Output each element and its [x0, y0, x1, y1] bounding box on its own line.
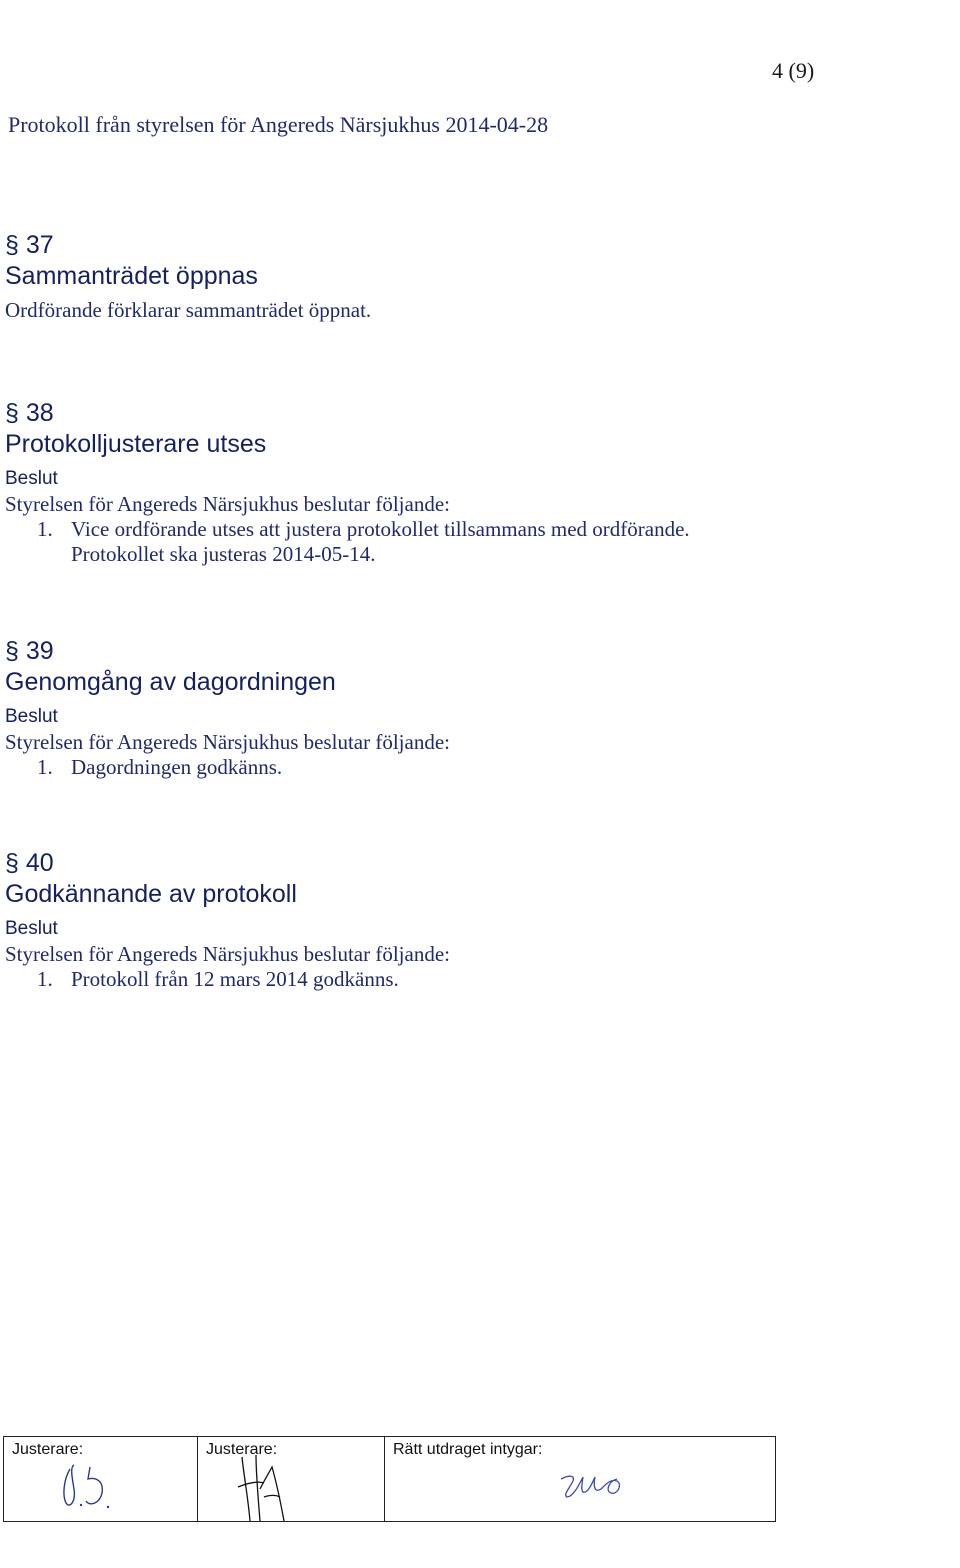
section-title: Genomgång av dagordningen [5, 668, 336, 696]
list-item-line: Dagordningen godkänns. [71, 755, 283, 779]
section-text: Ordförande förklarar sammanträdet öppnat. [5, 298, 372, 322]
signature-label: Rätt utdraget intygar: [393, 1441, 543, 1458]
list-item-number: 1. [37, 967, 53, 991]
list-item-line: Protokoll från 12 mars 2014 godkänns. [71, 967, 399, 991]
section-number: § 40 [5, 849, 54, 877]
signature-cell-justerare-2 [198, 1437, 385, 1521]
section-37 [5, 230, 905, 323]
list-item [5, 755, 905, 780]
handwritten-signature-icon [385, 1437, 775, 1523]
document-header: Protokoll från styrelsen för Angereds Närsjukhus 2014-04-28 [8, 112, 549, 137]
section-number: § 39 [5, 637, 54, 665]
initials-signature-icon [4, 1437, 198, 1523]
section-title: Protokolljusterare utses [5, 430, 267, 458]
section-38 [5, 398, 905, 567]
section-title: Godkännande av protokoll [5, 880, 297, 908]
signature-label: Justerare: [206, 1441, 278, 1458]
decision-intro: Styrelsen för Angereds Närsjukhus beslutar följande: [5, 492, 450, 516]
page-number: 4 (9) [772, 58, 815, 83]
list-item-number: 1. [37, 517, 53, 541]
decision-list [5, 967, 905, 992]
signature-cell-certification [385, 1437, 775, 1521]
list-item-line: Vice ordförande utses att justera protokollet tillsammans med ordförande. [71, 517, 690, 541]
decision-list [5, 755, 905, 780]
section-39 [5, 636, 905, 780]
list-item-number: 1. [37, 755, 53, 779]
list-item [5, 967, 905, 992]
decision-intro: Styrelsen för Angereds Närsjukhus beslutar följande: [5, 942, 450, 966]
decision-label: Beslut [5, 468, 58, 489]
initials-signature-icon [198, 1437, 385, 1523]
section-title: Sammanträdet öppnas [5, 262, 258, 290]
decision-label: Beslut [5, 706, 58, 727]
decision-label: Beslut [5, 918, 58, 939]
section-number: § 38 [5, 399, 54, 427]
decision-list [5, 517, 905, 567]
list-item [5, 517, 905, 567]
signature-cell-justerare-1 [4, 1437, 198, 1521]
signature-table [3, 1436, 776, 1522]
signature-label: Justerare: [12, 1441, 84, 1458]
section-40 [5, 848, 905, 992]
list-item-line: Protokollet ska justeras 2014-05-14. [71, 542, 376, 566]
section-number: § 37 [5, 231, 54, 259]
decision-intro: Styrelsen för Angereds Närsjukhus beslutar följande: [5, 730, 450, 754]
